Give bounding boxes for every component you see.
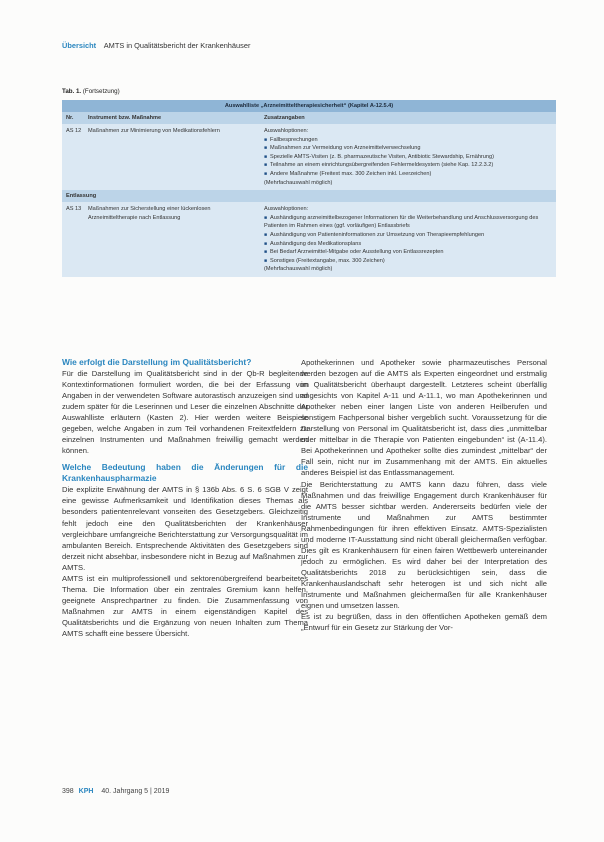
zusatz-bullet: ■ Aushändigung des Medikationsplans xyxy=(264,240,556,249)
paragraph: AMTS ist ein multiprofessionell und sektorenübergreifend bearbeitetes Thema. Die Information über ein zentrales Gremium kann helfen, geeignete Ansprechpartner zu finden. Die Zusammenfassung von Maßnahmen zur AMTS in einem eigenständigen Kapitel des Qualitätsberichts und die Ergänzung von neuen Inhalten zum Thema AMTS schafft eine bessere Übersicht. xyxy=(62,573,308,638)
zusatz-line: Auswahloptionen: xyxy=(264,206,309,213)
zusatz-line: Auswahloptionen: xyxy=(264,128,309,134)
zusatz-bullet: ■ Spezielle AMTS-Visiten (z. B. pharmazeutische Visiten, Antibiotic Stewardship, Ernährung) xyxy=(264,153,556,162)
header-nr: Nr. xyxy=(66,115,74,121)
instrument-line: Arzneimitteltherapie nach Entlassung xyxy=(88,214,181,221)
auswahlliste-table xyxy=(62,100,556,277)
table-section-entlassung: Entlassung xyxy=(62,190,556,202)
zusatz-bullet: ■ Andere Maßnahme (Freitext max. 300 Zeichen inkl. Leerzeichen) xyxy=(264,170,556,179)
heading-darstellung: Wie erfolgt die Darstellung im Qualitätsbericht? xyxy=(62,357,252,367)
page-number: 398 xyxy=(62,788,74,795)
zusatz-line: (Mehrfachauswahl möglich) xyxy=(264,179,333,186)
zusatz-bullet: ■ Aushändigung arzneimittelbezogener Informationen für die Weiterbehandlung und Anschlussversorgung des Patienten im Rahmen eines (ggf. vorläufigen) Entlassbriefs xyxy=(264,214,556,231)
zusatz-bullet: ■ Teilnahme an einem einrichtungsübergreifenden Fehlermeldesystem (siehe Kap. 12.2.3.2) xyxy=(264,161,556,170)
left-column xyxy=(62,357,308,639)
zusatz-bullet: ■ Sonstiges (Freitextangabe, max. 300 Zeichen) xyxy=(264,257,556,266)
journal-name: KPH xyxy=(78,788,94,795)
table-row-as13 xyxy=(62,202,556,277)
row-instrument xyxy=(86,202,262,277)
row-zusatz xyxy=(262,202,556,277)
table-caption-note: (Fortsetzung) xyxy=(82,88,120,95)
row-instrument: Maßnahmen zur Minimierung von Medikationsfehlern xyxy=(88,128,220,134)
paragraph: Für die Darstellung im Qualitätsbericht sind in der Qb-R begleitende Kontextinformationen formuliert worden, die bei der Erfassung von Angaben in der verwendeten Software autorastisch anzuzeigen sind und zudem später für die Leserinnen und Leser die einzelnen Abschnitte der Auswahlliste erläutern (Kasten 2). Hier werden weitere Beispiele gegeben, welche Angaben in zum Teil vorhandenen Freitextfeldern zu einzelnen Instrumenten und Maßnahmen freiwillig gemacht werden können. xyxy=(62,369,308,456)
table-caption xyxy=(62,88,120,95)
header-instrument: Instrument bzw. Maßnahme xyxy=(88,115,162,121)
table-caption-label: Tab. 1. xyxy=(62,88,82,95)
right-column xyxy=(301,357,547,633)
zusatz-bullet: ■ Maßnahmen zur Vermeidung von Arzneimittelverwechselung xyxy=(264,144,556,153)
header-section: Übersicht xyxy=(62,41,97,50)
instrument-line: Maßnahmen zur Sicherstellung einer lückenlosen xyxy=(88,206,211,213)
issue-info: 40. Jahrgang 5 | 2019 xyxy=(101,788,170,795)
table-row-as12 xyxy=(62,124,556,190)
paragraph: Apothekerinnen und Apotheker sowie pharmazeutisches Personal werden bezogen auf die AMTS als Experten eingeordnet und erstmalig im Qualitätsbericht überhaupt dargestellt. Letzteres scheint überfällig angesichts von Kapitel A-11 und A-11.1, wo man Apothekerinnen und Apotheker neben einer langen Liste von anderen Heilberufen und sonstigem Fachpersonal bisher vergeblich sucht. Voraussetzung für die Darstellung von Personal im Qualitätsbericht ist, dass dies „unmittelbar oder mittelbar in die Therapie von Patienten eingebunden“ ist (A-11.4). Bei Apothekerinnen und Apotheker sollte dies zumindest „mittelbar“ der Fall sein, nicht nur im Zusammenhang mit der AMTS. Ein aktuelles anderes Beispiel ist das Entlassmanagement. xyxy=(301,358,547,478)
row-zusatz xyxy=(262,124,556,190)
row-nr: AS 12 xyxy=(66,128,82,134)
table-header-row xyxy=(62,112,556,124)
header-title: AMTS in Qualitätsbericht der Krankenhäuser xyxy=(103,41,251,50)
header-zusatz: Zusatzangaben xyxy=(264,115,305,121)
paragraph: Es ist zu begrüßen, dass in den öffentlichen Apotheken gemäß dem „Entwurf für ein Gesetz zur Stärkung der Vor- xyxy=(301,612,547,633)
zusatz-bullet: ■ Aushändigung von Patienteninformationen zur Umsetzung von Therapieempfehlungen xyxy=(264,231,556,240)
paragraph: Die Berichterstattung zu AMTS kann dazu führen, dass viele Maßnahmen und das freiwillige Engagement durch Krankenhäuser für die AMTS besser sichtbar werden. Andererseits bedürfen viele der Instrumente und Maßnahmen zur AMTS bestimmter Rahmenbedingungen für ihren effektiven Einsatz. AMTS-Spezialisten und moderne IT-Ausstattung sind nicht überall gleichermaßen verfügbar. Dies gilt es Krankenhäusern für einen fairen Wettbewerb untereinander jedoch zu ermöglichen. Es wird daher bei der Interpretation des Qualitätsberichts 2018 zu berücksichtigen sein, dass die Krankenhauslandschaft sehr heterogen ist und sich nicht alle Instrumente und Maßnahmen gleichermaßen für alle Krankenhäuser eignen und umsetzen lassen. xyxy=(301,479,547,611)
zusatz-bullet: ■ Fallbesprechungen xyxy=(264,136,556,145)
page-footer xyxy=(62,788,169,795)
table-title: Auswahlliste „Arzneimitteltherapiesicherheit“ (Kapitel A-12.5.4) xyxy=(62,100,556,112)
paragraph: Die explizite Erwähnung der AMTS in § 136b Abs. 6 S. 6 SGB V zeigt eine gewisse Aufmerksamkeit und Identifikation dieses Themas als besonders patientenrelevant vonseiten des Gesetzgebers. Gleichzeitig fehlt jedoch eine den Qualitätsberichten der Krankenhäuser vergleichbare umfangreiche Berichterstattung zur Versorgungsqualität im ambulanten Bereich. Entsprechende Aktivitäten des Gesetzgebers sind derzeit nicht absehbar, insbesondere nicht in Bezug auf Maßnahmen zur AMTS. xyxy=(62,485,308,572)
heading-bedeutung: Welche Bedeutung haben die Änderungen für die Krankenhauspharmazie xyxy=(62,462,308,484)
zusatz-line: (Mehrfachauswahl möglich) xyxy=(264,266,333,273)
running-header xyxy=(62,41,250,50)
row-nr: AS 13 xyxy=(66,206,82,213)
zusatz-bullet: ■ Bei Bedarf Arzneimittel-Mitgabe oder Ausstellung von Entlassrezepten xyxy=(264,248,556,257)
